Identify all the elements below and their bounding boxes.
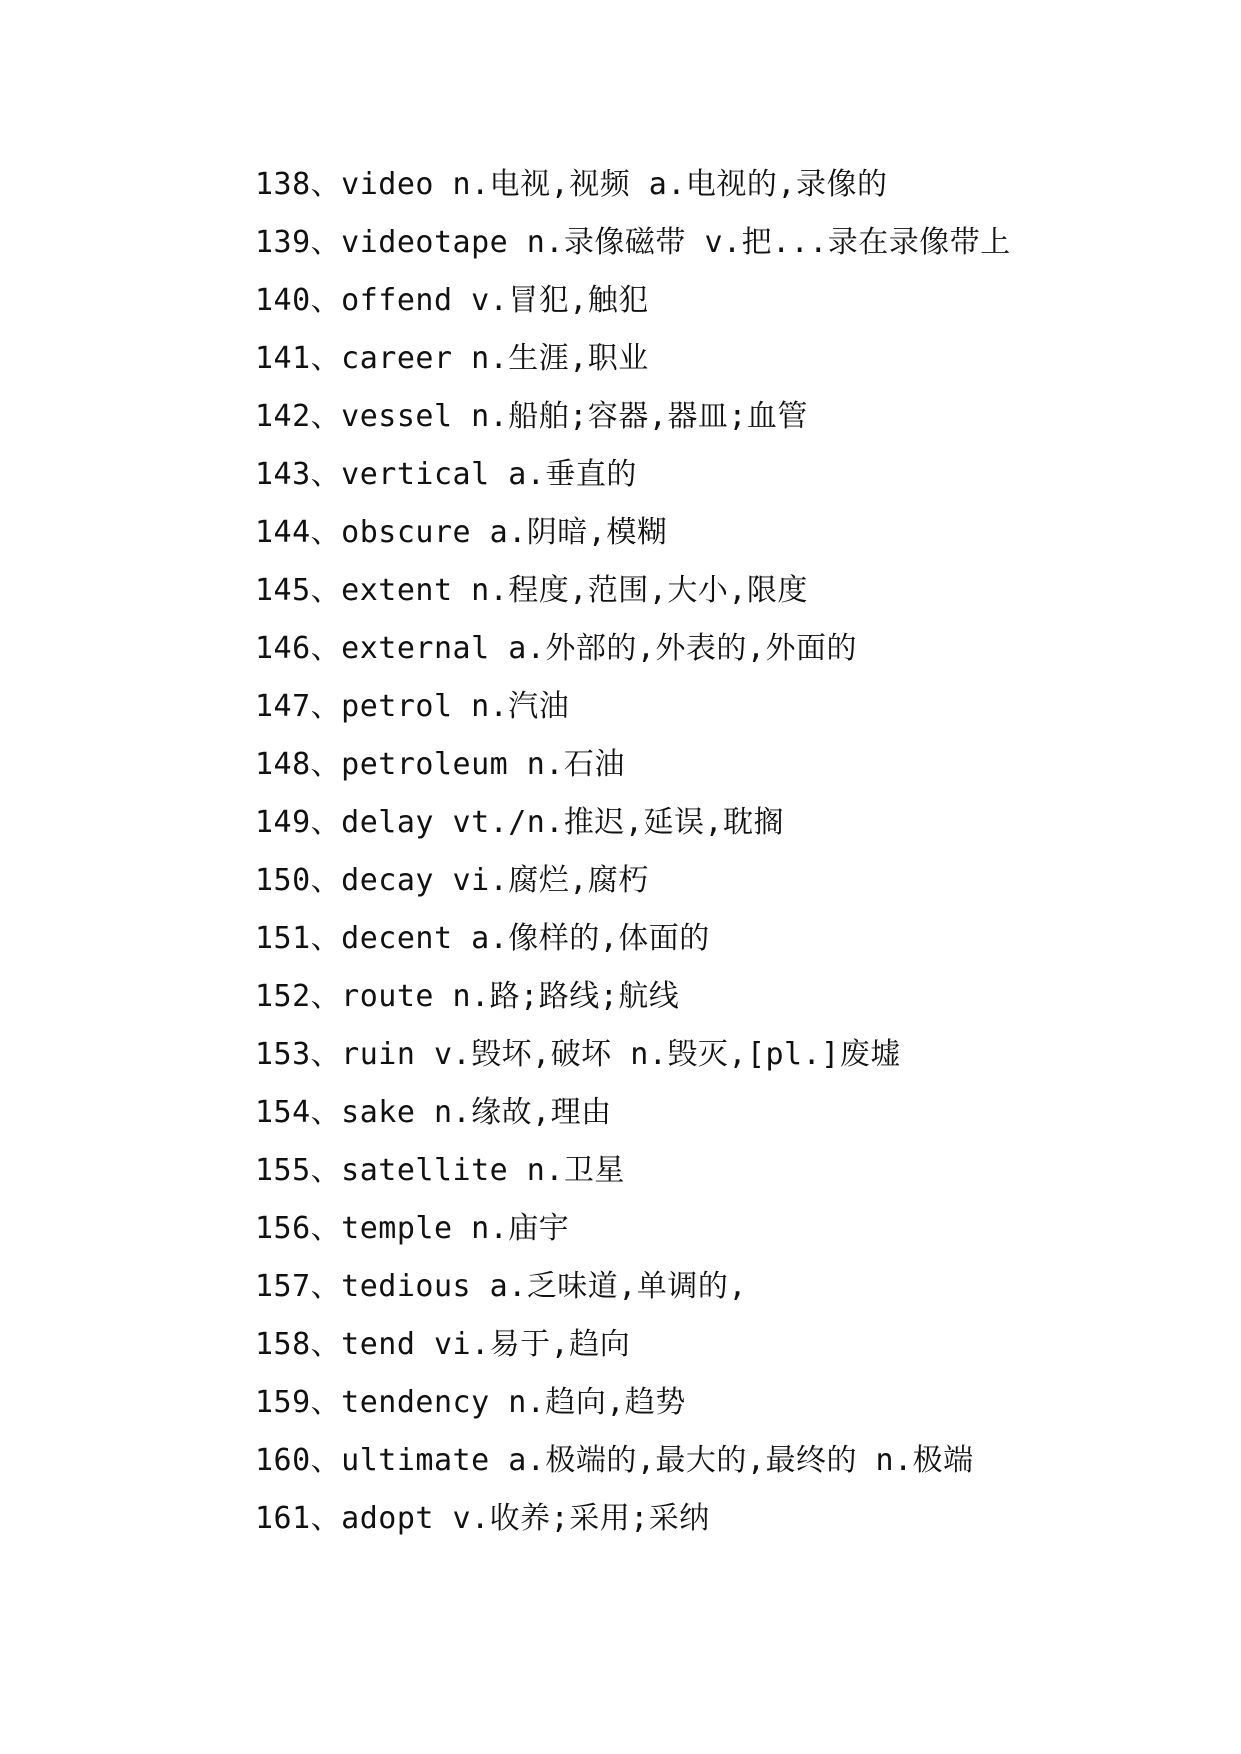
list-item: 146、external a.外部的,外表的,外面的 xyxy=(255,631,857,666)
list-item: 142、vessel n.船舶;容器,器皿;血管 xyxy=(255,399,808,434)
list-item: 141、career n.生涯,职业 xyxy=(255,341,649,376)
list-item: 138、video n.电视,视频 a.电视的,录像的 xyxy=(255,167,888,202)
list-item: 144、obscure a.阴暗,模糊 xyxy=(255,515,668,550)
list-item: 145、extent n.程度,范围,大小,限度 xyxy=(255,573,808,608)
list-item: 155、satellite n.卫星 xyxy=(255,1153,625,1188)
list-item: 147、petrol n.汽油 xyxy=(255,689,570,724)
list-item: 157、tedious a.乏味道,单调的, xyxy=(255,1269,747,1304)
list-item: 156、temple n.庙宇 xyxy=(255,1211,570,1246)
list-item: 139、videotape n.录像磁带 v.把...录在录像带上 xyxy=(255,225,1011,260)
list-item: 161、adopt v.收养;采用;采纳 xyxy=(255,1501,710,1536)
list-item: 150、decay vi.腐烂,腐朽 xyxy=(255,863,649,898)
list-item: 151、decent a.像样的,体面的 xyxy=(255,921,710,956)
list-item: 149、delay vt./n.推迟,延误,耽搁 xyxy=(255,805,785,840)
list-item: 160、ultimate a.极端的,最大的,最终的 n.极端 xyxy=(255,1443,974,1478)
vocabulary-list xyxy=(255,163,1011,1555)
list-item: 154、sake n.缘故,理由 xyxy=(255,1095,612,1130)
list-item: 158、tend vi.易于,趋向 xyxy=(255,1327,631,1362)
list-item: 140、offend v.冒犯,触犯 xyxy=(255,283,649,318)
list-item: 152、route n.路;路线;航线 xyxy=(255,979,680,1014)
list-item: 153、ruin v.毁坏,破坏 n.毁灭,[pl.]废墟 xyxy=(255,1037,901,1072)
list-item: 159、tendency n.趋向,趋势 xyxy=(255,1385,686,1420)
list-item: 143、vertical a.垂直的 xyxy=(255,457,637,492)
list-item: 148、petroleum n.石油 xyxy=(255,747,625,782)
